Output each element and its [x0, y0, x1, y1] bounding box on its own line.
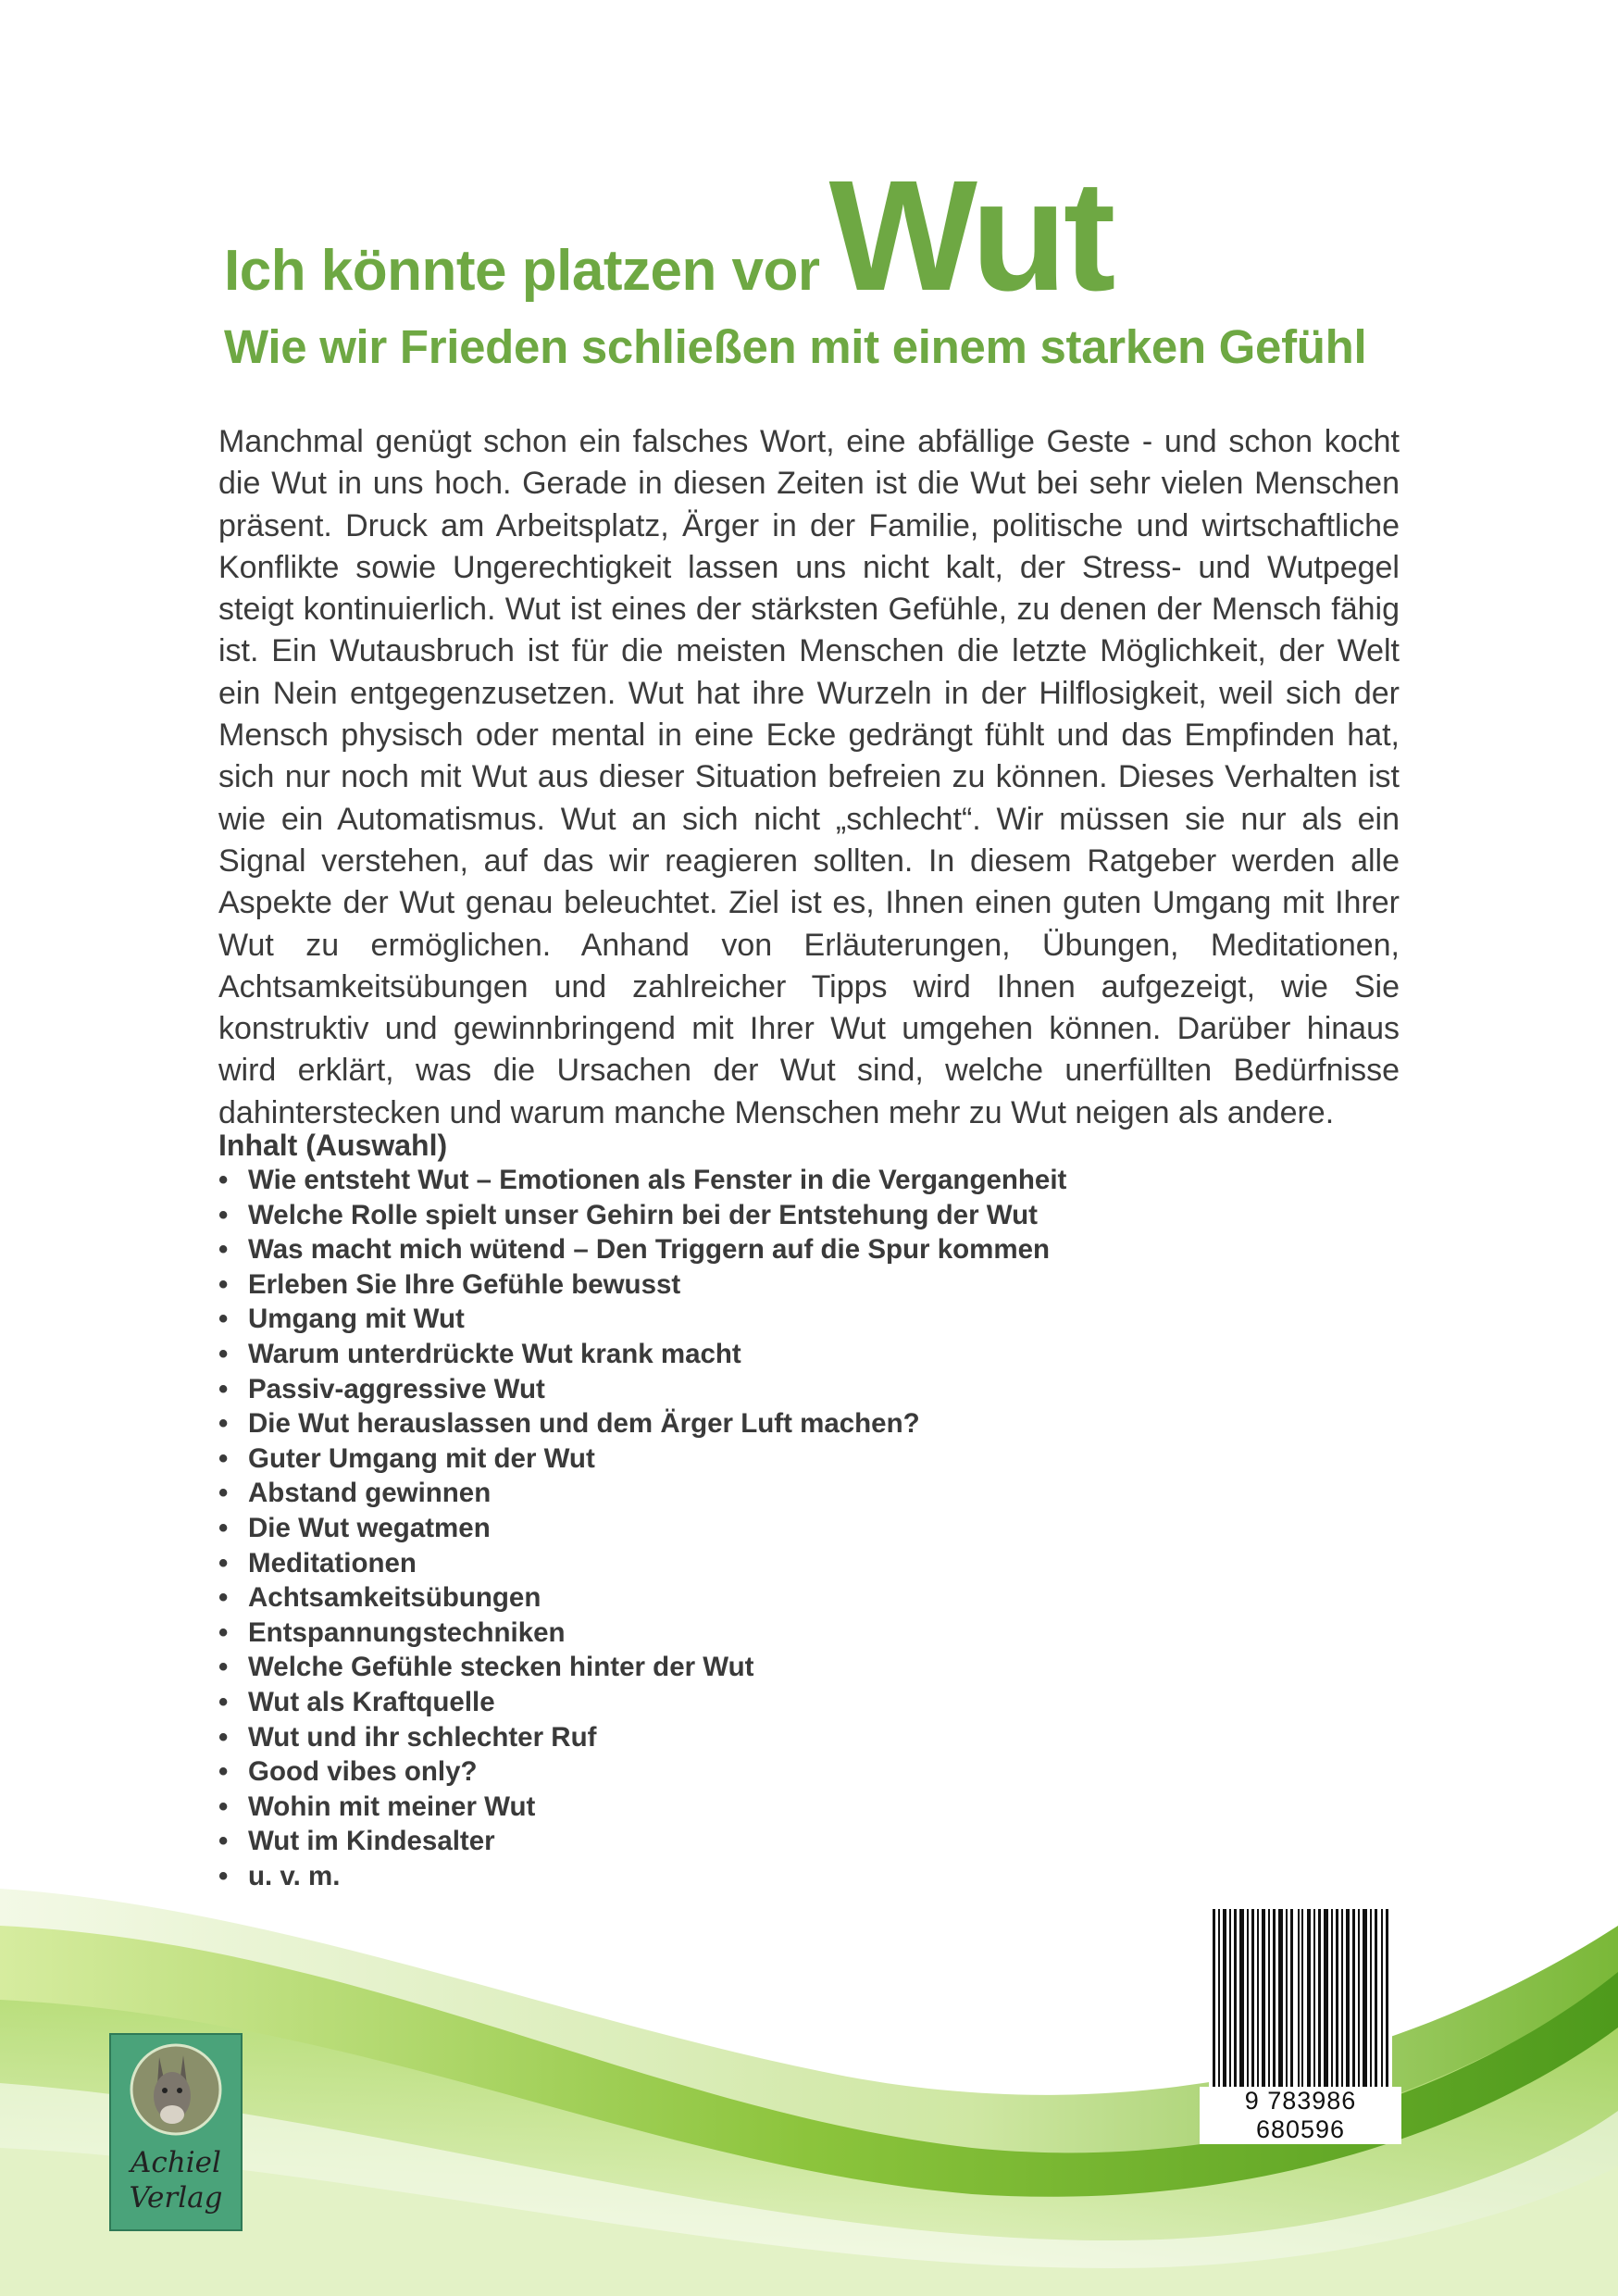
blurb-text: Manchmal genügt schon ein falsches Wort, eine abfällige Geste - und schon kocht die Wut in uns hoch. Gerade in diesen Zeiten ist die Wut bei sehr vielen Menschen präsent. Druck am Arbeitsplatz, Ärger in der Familie, politische und wirtschaftliche Konflikte sowie Ungerechtigkeit lassen uns nicht kalt, der Stress- und Wutpegel steigt kontinuierlich. Wut ist eines der stärksten Gefühle, zu denen der Mensch fähig ist. Ein Wutausbruch ist für die meisten Menschen die letzte Möglichkeit, der Welt ein Nein entgegenzusetzen. Wut hat ihre Wurzeln in der Hilflosigkeit, weil sich der Mensch physisch oder mental in eine Ecke gedrängt fühlt und das Empfinden hat, sich nur noch mit Wut aus dieser Situation befreien zu können. Dieses Verhalten ist wie ein Automatismus. Wut an sich nicht „schlecht“. Wir müssen sie nur als ein Signal verstehen, auf das wir reagieren sollten. In diesem Ratgeber werden alle Aspekte der Wut genau beleuchtet. Ziel ist es, Ihnen einen guten Umgang mit Ihrer Wut zu ermöglichen. Anhand von Erläuterungen, Übungen, Meditationen, Achtsamkeitsübungen und zahlreicher Tipps wird Ihnen aufgezeigt, wie Sie konstruktiv und gewinnbringend mit Ihrer Wut umgehen können. Darüber hinaus wird erklärt, was die Ursachen der Wut sind, welche unerfüllten Bedürfnisse dahinterstecken und warum manche Menschen mehr zu Wut neigen als andere. [218, 424, 1400, 1130]
list-item: • Abstand gewinnen [218, 1476, 1329, 1511]
list-item: • Umgang mit Wut [218, 1302, 1329, 1337]
cover-title [224, 148, 1427, 324]
list-item: • Passiv-aggressive Wut [218, 1372, 1329, 1407]
list-item: • Wut und ihr schlechter Ruf [218, 1720, 1329, 1755]
list-item: • Was macht mich wütend – Den Triggern auf die Spur kommen [218, 1232, 1329, 1267]
list-item: • Wohin mit meiner Wut [218, 1790, 1329, 1825]
list-item: • Welche Gefühle stecken hinter der Wut [218, 1650, 1329, 1685]
publisher-logo [109, 2033, 243, 2231]
contents-section [218, 1128, 1329, 1893]
barcode-digits: 9 783986 680596 [1200, 2087, 1401, 2144]
list-item: • Good vibes only? [218, 1754, 1329, 1790]
list-item: • Warum unterdrückte Wut krank macht [218, 1337, 1329, 1372]
list-item: • Wut im Kindesalter [218, 1824, 1329, 1859]
list-item: • Achtsamkeitsübungen [218, 1580, 1329, 1616]
donkey-icon [111, 2039, 241, 2140]
list-item: • Wut als Kraftquelle [218, 1685, 1329, 1720]
barcode [1209, 1909, 1392, 2103]
publisher-name-line2: Verlag [129, 2181, 223, 2215]
publisher-name-line1: Achiel [131, 2146, 221, 2179]
title-highlight: Wut [828, 148, 1113, 324]
list-item: • Erleben Sie Ihre Gefühle bewusst [218, 1267, 1329, 1303]
list-item: • Meditationen [218, 1546, 1329, 1581]
list-item: • u. v. m. [218, 1859, 1329, 1894]
list-item: • Guter Umgang mit der Wut [218, 1441, 1329, 1477]
list-item: • Die Wut herauslassen und dem Ärger Luft machen? [218, 1406, 1329, 1441]
list-item: • Welche Rolle spielt unser Gehirn bei der Entstehung der Wut [218, 1198, 1329, 1233]
list-item: • Wie entsteht Wut – Emotionen als Fenster in die Vergangenheit [218, 1163, 1329, 1198]
cover-subtitle: Wie wir Frieden schließen mit einem starken Gefühl [224, 320, 1367, 373]
list-item: • Entspannungstechniken [218, 1616, 1329, 1651]
list-item: • Die Wut wegatmen [218, 1511, 1329, 1546]
contents-heading: Inhalt (Auswahl) [218, 1129, 448, 1162]
title-prefix: Ich könnte platzen vor [224, 239, 820, 303]
contents-list [218, 1163, 1329, 1893]
